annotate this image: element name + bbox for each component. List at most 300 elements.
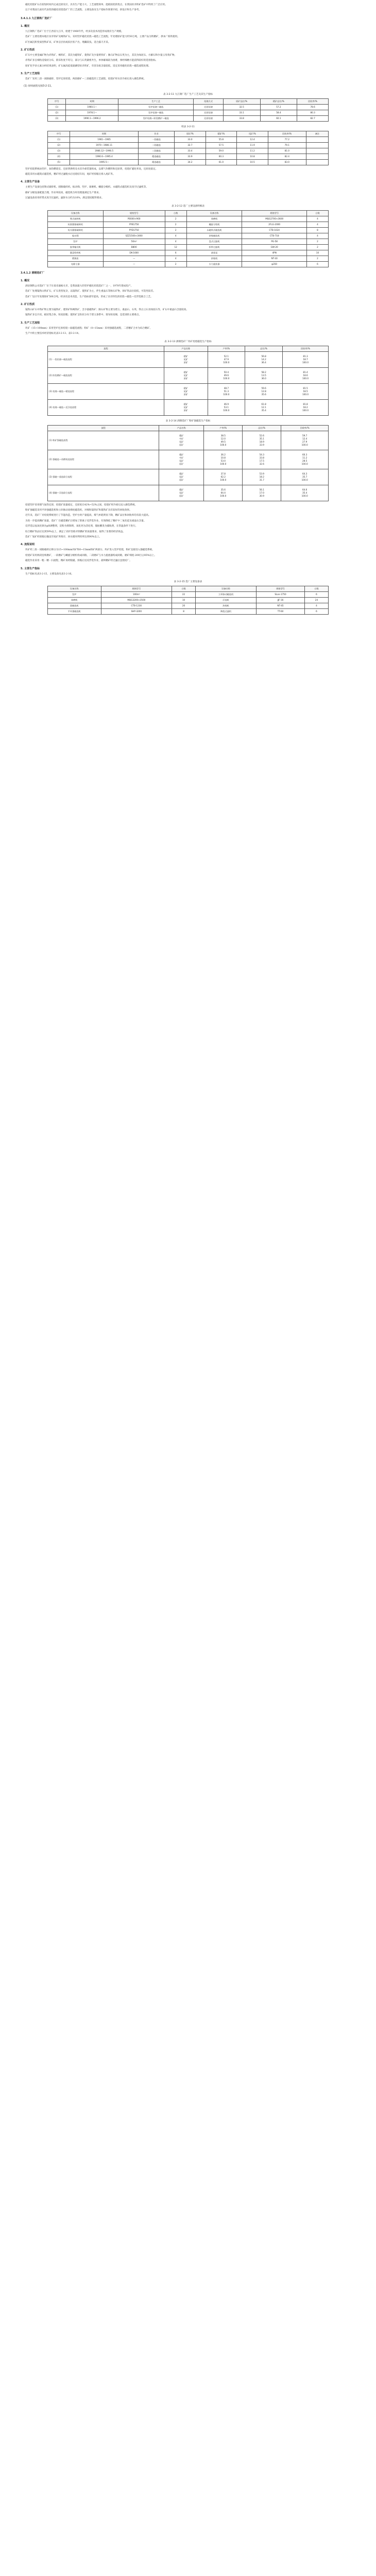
paragraph: 反浮选以氢氧化钠为pH调整剂，淀粉为抑制剂，氧化钙为活化剂，脂肪酸类为捕收剂，在常温条件下进行。 <box>25 525 138 528</box>
table-cell: 20 <box>172 603 196 609</box>
table-cell: (5) <box>48 159 70 165</box>
table-cell: (3) 焙烧—磁选—精选流程 <box>48 383 164 399</box>
table-cell: 盘式过滤机 <box>186 239 242 244</box>
paragraph: 选矿厂主要处理本地区贫赤铁矿及褐铁矿石，采用竖炉磁化焙烧—磁选工艺流程，年处理原矿能力约50万吨，主要产品为铁精矿，供本厂炼铁使用。 <box>25 36 180 39</box>
table-cell: 11.9 <box>237 142 268 148</box>
table-cell: 81.8 18.2 100.0 <box>283 399 329 415</box>
paragraph-group <box>21 167 355 177</box>
table-cell: 12.4 <box>237 137 268 142</box>
paragraph-group <box>21 548 355 563</box>
table-cell: 4 <box>306 222 328 227</box>
table-cell: 81.5 18.5 100.0 <box>283 383 329 399</box>
table-row <box>48 431 329 450</box>
subsection-heading: 4. 流程说明 <box>21 543 35 547</box>
paragraph: 生产中的主要技术经济指标见表3-2-13、表3-2-14。 <box>25 332 81 335</box>
paragraph: 综合精矿铁品位达到59%以上，满足了高炉冶炼对铁精矿的质量要求，取得了显著的经济效益。 <box>25 530 125 533</box>
paragraph-group <box>21 77 355 81</box>
table-cell: 还原焙烧 <box>194 115 224 121</box>
table-cell: 57.5 <box>206 142 237 148</box>
paragraph-group <box>21 572 355 577</box>
table-header-cell: 精矿品位/% <box>260 98 297 104</box>
table-header-cell: 设备名称 <box>196 586 257 592</box>
table-row <box>48 142 329 148</box>
table-cell: 48.7 51.3 100.0 <box>208 383 245 399</box>
table-cell: 短头圆锥破碎机 <box>48 227 104 233</box>
table-cell: 6 <box>304 592 328 598</box>
table-cell: 8 <box>306 227 328 233</box>
table-cell: 33.1 <box>223 110 260 115</box>
table-row <box>48 216 329 222</box>
table-cell: SZZ1500×3000 <box>103 233 165 239</box>
table-cell: φ350 <box>242 261 306 267</box>
paragraph: 酒泉钢铁公司选矿厂位于甘肃省嘉峪关市，是我国最大的竖炉磁化焙烧选矿厂之一，1970年建成投产。 <box>25 284 133 287</box>
table-cell: (4) 强磁—浮选联合流程 <box>48 485 159 501</box>
table-header-cell: 回收率/% <box>297 98 329 104</box>
table-row <box>48 239 329 244</box>
table-cell: CTB-1024 <box>242 227 306 233</box>
table-indices-lump <box>47 346 329 416</box>
table-row <box>48 351 329 367</box>
table-cell: 弱磁选机 <box>48 603 101 609</box>
paragraph-group <box>21 284 355 299</box>
subsection-heading: 1. 概况 <box>21 24 30 28</box>
table-cell: 球磨机 <box>186 216 242 222</box>
table-cell: 圆盘给料机 <box>48 250 104 256</box>
table-cell: 81.0 <box>268 148 306 154</box>
table-cell: 永磁筒式磁选机 <box>186 227 242 233</box>
table-caption: 表 3-2-11 九江钢厂选厂生产工艺及其生产指标 <box>163 93 213 96</box>
sub-heading: (1) 原则流程见图3-2-11。 <box>24 84 54 88</box>
table-cell: 12 <box>165 244 186 250</box>
table-cell: 1995.5— <box>70 159 139 165</box>
table-cell: 4PN <box>242 250 306 256</box>
subsection-heading: 1. 概况 <box>21 279 30 282</box>
table-header-cell: 原矿/% <box>175 131 206 137</box>
paragraph: 选矿厂采用三段一闭路破碎、竖炉还原焙烧、两段磨矿—三段磁选的工艺流程，焙烧矿经水淬冷却后进入磨选系统。 <box>25 78 146 81</box>
table-cell: 精矿 尾矿 原矿 <box>159 485 204 501</box>
table-cell: 陶瓷过滤机 <box>196 609 257 615</box>
table-cell: 水力旋流器 <box>186 261 242 267</box>
table-cell: 100m³ <box>101 592 172 598</box>
table-row <box>48 256 329 261</box>
subsection-heading: 2. 矿石性质 <box>21 48 35 52</box>
table-cell: 电除尘器 <box>48 261 104 267</box>
table-cell: 2 <box>306 256 328 261</box>
table-header-cell: 回收率/% <box>268 131 306 137</box>
table-cell: (1) <box>48 137 70 142</box>
paragraph: 磨矿分级设备配置合理，作业率较高，磁选机台时处理量满足生产要求。 <box>25 191 101 194</box>
table-cell: 4 <box>165 233 186 239</box>
table-cell: 59.6 12.8 35.6 <box>245 383 283 399</box>
table-row <box>48 383 329 399</box>
table-cell: 浓缩机 <box>196 603 257 609</box>
table-row <box>48 367 329 383</box>
table-cell: SLon-1750 <box>257 592 305 598</box>
subsection-heading: 3. 生产工艺流程 <box>21 72 40 76</box>
table-header-cell: 设备名称 <box>48 586 101 592</box>
table-cell: 50.4 49.6 100.0 <box>208 367 245 383</box>
table-cell: 1986.12—1990.5 <box>70 148 139 154</box>
table-cell: 46.9 53.1 100.0 <box>208 399 245 415</box>
table-row <box>48 159 329 165</box>
table-cell: 10.8 <box>237 154 268 159</box>
table-header-cell: 台数 <box>165 210 186 216</box>
table-header-cell: 原矿品位/% <box>223 98 260 104</box>
table-cell: — <box>103 256 165 261</box>
table-cell: 折带过滤机 <box>186 244 242 250</box>
table-caption: 表 3-2-14 酒钢选矿厂粉矿强磁选生产指标 <box>165 419 211 422</box>
paragraph: 选矿厂处理镜铁山铁矿石，矿石类型复杂，以镜铁矿、菱铁矿为主，伴生重晶石等脉石矿物，原矿铁品位较低，可选性较差。 <box>25 290 156 293</box>
table-header-cell: 作业 <box>138 131 174 137</box>
table-cell: (2) <box>48 142 70 148</box>
table-header-cell: 台数 <box>304 586 328 592</box>
table-cell: 精矿 尾矿 原矿 <box>164 351 208 367</box>
table-cell: 60.3 <box>206 154 237 159</box>
table-header-cell: 焙烧方式 <box>194 98 224 104</box>
table-caption: 表 3-2-15 选厂主要设备表 <box>174 581 202 583</box>
paragraph: 镜铁山矿石中铁矿物主要为镜铁矿、菱铁矿和褐铁矿，含少量磁铁矿；脉石矿物主要为碧玉、重晶石、石英、铁白云石及绿泥石等，矿石中重晶石含量较高。 <box>25 308 189 311</box>
table-cell: MQG2700×3600 <box>242 216 306 222</box>
table-cell <box>306 142 328 148</box>
table-process-1-continued <box>47 131 329 165</box>
table-cell: 振动筛 <box>48 233 104 239</box>
table-cell: 2 <box>306 244 328 250</box>
table-cell: 螺旋分级机 <box>186 222 242 227</box>
table-header-cell: 流程 <box>48 425 159 431</box>
table-cell: 6 <box>306 261 328 267</box>
table-cell: 竖炉焙烧—磁选 <box>118 110 194 115</box>
table-cell: 1970—1986.11 <box>70 142 139 148</box>
table-row <box>48 399 329 415</box>
table-row <box>48 250 329 256</box>
paragraph: 粉矿强磁选采用平环强磁选机和立环脉动高梯度磁选机，对细粒镜铁矿和菱铁矿具有较好的回收效果。 <box>25 509 132 512</box>
paragraph: 矿区属沉积变质型铁矿床，矿体呈层状或似层状产出，埋藏较浅，适合露天开采。 <box>25 41 111 44</box>
table-cell: (2) 强磁选—再磨再选流程 <box>48 450 159 469</box>
table-cell: 24 <box>304 598 328 603</box>
section-heading: 3.4.1.1 九江钢铁厂选矿厂 <box>21 16 53 20</box>
table-cell: — <box>103 261 165 267</box>
table-cell: 53.9 18.2 31.7 <box>243 469 281 485</box>
table-cell: 4 <box>165 239 186 244</box>
table-cell: 61.8 12.1 35.4 <box>245 399 283 415</box>
table-header-cell: 序号 <box>48 98 66 104</box>
table-cell: 32.5 <box>223 104 260 110</box>
table-cell: 38.5 12.0 49.5 100.0 <box>204 431 243 450</box>
table-cell: 2 <box>165 227 186 233</box>
table-cell: 82.4 <box>268 154 306 159</box>
table-row <box>48 603 329 609</box>
table-cell: (1) 粉矿强磁选流程 <box>48 431 159 450</box>
table-header-cell: 规格型号 <box>242 210 306 216</box>
table-caption: 表 3-2-13 酒钢选矿厂块矿焙烧磁选生产指标 <box>164 340 212 343</box>
table-cell: 三段磁选 <box>138 148 174 154</box>
table-row <box>48 233 329 239</box>
table-cell: 1961—1965 <box>70 137 139 142</box>
table-cell: 1990.1—1996.2 <box>66 115 118 121</box>
table-cell: 4 <box>306 216 328 222</box>
table-cell: PG-58 <box>242 239 306 244</box>
subsection-heading: 5. 主要生产指标 <box>21 567 40 570</box>
paragraph-group <box>21 327 355 336</box>
paragraph: 过滤设备采用折带式真空过滤机，滤饼水分约为10%，满足烧结配料要求。 <box>25 197 104 200</box>
table-cell: 8 <box>172 609 196 615</box>
table-row <box>48 450 329 469</box>
table-cell: 还原焙烧 <box>194 104 224 110</box>
table-row <box>48 469 329 485</box>
table-header-cell: 产品名称 <box>159 425 204 431</box>
table-cell: CTB-1230 <box>101 603 172 609</box>
table-cell: 精选磁选 <box>138 154 174 159</box>
table-cell: 81.4 18.6 100.0 <box>283 367 329 383</box>
table-row <box>48 110 329 115</box>
paragraph: 赤铁矿多呈细粒浸染状分布，嵌布粒度不均匀，部分与石英紧密共生，单体解离较为困难，须经细磨方能获得较好的选别指标。 <box>25 59 158 62</box>
table-header-cell: 序号 <box>48 131 70 137</box>
table-header-cell: 尾矿/% <box>237 131 268 137</box>
table-cell: 64.6 35.4 100.0 <box>281 485 329 501</box>
table-indices-fines <box>47 425 329 501</box>
paragraph: 矿石中主要金属矿物为赤铁矿、褐铁矿，其次为磁铁矿、菱铁矿及少量黄铁矿；脉石矿物以石英为主，其次为绿泥石、方解石和少量云母类矿物。 <box>25 54 177 57</box>
table-cell: 56.1 17.0 30.9 <box>243 485 281 501</box>
table-cell: 37.8 62.2 100.0 <box>204 469 243 485</box>
table-cell: 竖炉 <box>48 239 104 244</box>
table-cell: 59.0 <box>206 148 237 154</box>
table-cell: 颚式破碎机 <box>48 216 104 222</box>
table-cell: 34.2 <box>175 159 206 165</box>
paragraph: 近年来，选矿厂对焙烧系统进行了节能改造，竖炉台时产量提高，煤气单耗明显下降，精矿品位和回收率均有较大提高。 <box>25 514 151 517</box>
subsection-heading: 4. 主要生产设备 <box>21 180 40 184</box>
table-cell: 57.2 <box>260 104 297 110</box>
table-cell: (3) <box>48 148 70 154</box>
table-row <box>48 137 329 142</box>
table-row <box>48 227 329 233</box>
paragraph: 磁选作业采用一粗一精一扫流程，精矿再经脱磁、浓缩后送反浮选作业，最终精矿经过滤后送烧结厂。 <box>25 560 132 563</box>
table-cell: 燃烧室 <box>48 256 104 261</box>
table-row <box>48 222 329 227</box>
paragraph: 块矿经三段一闭路破碎后筛分为15~100mm块矿和0~15mm粉矿两部分，块矿进入竖炉焙烧，粉矿直接进入强磁选系统。 <box>25 549 155 552</box>
paragraph: 焙烧矿采用两段连续磨矿，一段磨矿与螺旋分级机构成闭路，二段磨矿与水力旋流器构成闭路，磨矿细度-200目占85%以上。 <box>25 554 157 557</box>
table-cell: 2 <box>306 239 328 244</box>
table-cell: 33.0 <box>175 137 206 142</box>
table-cell: 59.7 12.4 27.9 100.0 <box>281 431 329 450</box>
table-cell: NT-30 <box>242 256 306 261</box>
table-cell: 4 <box>165 256 186 261</box>
table-cell: NT-45 <box>257 603 305 609</box>
table-header-cell: 时期 <box>70 131 139 137</box>
table-header-cell: 产率/% <box>204 425 243 431</box>
table-header-cell: 台数 <box>172 586 196 592</box>
table-cell: TT-60 <box>257 609 305 615</box>
paragraph-group <box>21 30 355 45</box>
table-cell: 58.4 <box>260 110 297 115</box>
table-row <box>48 115 329 121</box>
table-cell: 平环强磁选机 <box>48 609 101 615</box>
table-cell: 精矿 尾矿 原矿 <box>164 399 208 415</box>
paragraph: 竖炉焙烧系统由竖炉、加热燃烧室、还原剂供给及水淬冷却装置组成，以煤气作燃料和还原剂，焙烧矿磁化率高，还原度稳定。 <box>25 167 158 171</box>
table-cell: 33.8 <box>223 115 260 121</box>
table-cell: 32.7 <box>175 142 206 148</box>
table-cell: 标准圆锥破碎机 <box>48 222 104 227</box>
table-cell: (3) <box>48 115 66 121</box>
table-cell <box>306 159 328 165</box>
paragraph: 九江钢铁厂选矿厂位于江西省九江市，始建于1960年代，经多次技术改造形成现有生产规模。 <box>25 30 124 33</box>
table-cell: PYB1750 <box>103 222 165 227</box>
table-cell: 54.3 33.8 17.5 32.6 <box>243 450 281 469</box>
table-cell: 一段磁选 <box>138 137 174 142</box>
table-cell: 竖炉焙烧—磁选 <box>118 104 194 110</box>
table-cell: (2) 阶段磨矿—磁选流程 <box>48 367 164 383</box>
table-cell: PE600×900 <box>103 216 165 222</box>
paragraph: 为进一步提高精矿质量，选矿厂在磁选精矿后增加了阴离子反浮选作业，有效降低了精矿中二氧化硅及重晶石含量。 <box>25 519 146 522</box>
paragraph: 原矿化学多元素分析结果表明，矿石属高硅低硫磷型贫赤铁矿，有害杂质含量较低，适宜采用磁化焙烧—磁选流程处理。 <box>25 64 151 67</box>
table-cell: 79.1 <box>268 142 306 148</box>
table-cell: 精矿 尾矿 原矿 <box>164 383 208 399</box>
paragraph: 镜铁矿多呈片状、板状集合体，粒度较粗；菱铁矿呈粒状分布于碧玉条带中，嵌布粒度细，是选别的主要难点。 <box>25 314 142 317</box>
paragraph-group <box>21 54 355 69</box>
table-header-cell: 流程 <box>48 346 164 351</box>
table-cell: 还原焙烧 <box>194 110 224 115</box>
table-cell: 1978.1— <box>66 110 118 115</box>
table-continued-label: 续表 3-2-11 <box>181 125 195 128</box>
table-row <box>48 598 329 603</box>
table-cell: 胶带输送机 <box>48 244 104 250</box>
table-cell: 球磨机 <box>48 598 101 603</box>
table-cell: MQG3200×3500 <box>101 598 172 603</box>
table-caption: 表 3-2-12 选厂主要设备明细表 <box>172 205 204 208</box>
table-cell: 77.2 <box>268 137 306 142</box>
table-cell: 60.3 11.2 28.5 100.0 <box>281 450 329 469</box>
table-row <box>48 244 329 250</box>
table-cell: 78.6 <box>297 104 329 110</box>
table-cell: 2FLG-2000 <box>242 222 306 227</box>
table-cell: JJF-16 <box>257 598 305 603</box>
table-header-cell: 时期 <box>66 98 118 104</box>
table-header-cell: 精矿/% <box>206 131 237 137</box>
paragraph: 块矿（15~100mm）采用竖炉还原焙烧—弱磁选流程；粉矿（0~15mm）采用强磁选流程，二者精矿合并为综合精矿。 <box>25 327 152 330</box>
table-cell: 竖炉 <box>48 592 101 598</box>
table-cell: GW-20 <box>242 244 306 250</box>
table-header-cell: 设备名称 <box>48 210 104 216</box>
table-header-cell: 产品名称 <box>164 346 208 351</box>
table-cell: CTB-718 <box>242 233 306 239</box>
table-cell: 4 <box>304 603 328 609</box>
table-header-cell: 生产工艺 <box>118 98 194 104</box>
table-cell: 56.8 14.2 36.4 <box>245 351 283 367</box>
table-header-cell: 备注 <box>306 131 328 137</box>
table-cell: 52.1 47.9 100.0 <box>208 351 245 367</box>
table-cell: (1) <box>48 104 66 110</box>
table-cell: 58.2 13.5 36.0 <box>245 367 283 383</box>
table-cell: 浮选机 <box>196 598 257 603</box>
paragraph: 焙烧竖炉采用煤气加热还原，焙烧矿质量稳定，还原度在42%~52%之间，焙烧矿经冷却后送入磨选系统。 <box>25 503 138 506</box>
table-cell: 82.7 <box>297 115 329 121</box>
table-cell: 60.1 <box>260 115 297 121</box>
table-cell: 立环脉动磁选机 <box>196 592 257 598</box>
table-cell: DK-1600 <box>103 250 165 256</box>
table-cell: 渣浆泵 <box>186 250 242 256</box>
table-row <box>48 104 329 110</box>
document-body <box>0 0 376 615</box>
table-cell: 33.4 <box>175 148 206 154</box>
table-cell: 1960.1— <box>66 104 118 110</box>
table-cell: B800 <box>103 244 165 250</box>
section-heading: 3.4.1.2 酒钢选矿厂 <box>21 271 45 275</box>
table-cell: 精选磁选 <box>138 159 174 165</box>
table-header-cell: 产率/% <box>208 346 245 351</box>
table-cell: 55.8 <box>206 137 237 142</box>
table-row <box>48 609 329 615</box>
table-header-cell: 品位/% <box>243 425 281 431</box>
paragraph-group <box>21 185 355 200</box>
table-cell: 35.6 64.4 100.0 <box>204 485 243 501</box>
table-cell: 64.3 35.7 100.0 <box>281 469 329 485</box>
table-cell <box>306 154 328 159</box>
intro <box>21 3 355 13</box>
table-cell <box>306 148 328 154</box>
paragraph: 选矿厂设计年处理原矿500万吨，经多次技术改造，生产指标逐年提高，形成了具有特色的焙烧—磁选—反浮选联合工艺。 <box>25 295 153 298</box>
table-cell: 浓缩机 <box>186 256 242 261</box>
paragraph-group <box>21 503 355 540</box>
table-cell: 2 <box>165 216 186 222</box>
table-row <box>48 148 329 154</box>
paragraph: 以下对我国几座有代表性的磁化焙烧选矿厂的工艺流程、主要设备及生产指标作简要介绍，供设计和生产参考。 <box>25 9 142 12</box>
table-cell: 精矿 中矿 尾矿 原矿 <box>159 431 204 450</box>
table-header-cell: 品位/% <box>245 346 283 351</box>
subsection-heading: 2. 矿石性质 <box>21 302 35 306</box>
table-cell: 竖炉焙烧—阶段磨矿—磁选 <box>118 115 194 121</box>
table-cell: 10 <box>306 250 328 256</box>
table-header-cell: 设备名称 <box>186 210 242 216</box>
table-equipment-1 <box>47 210 329 267</box>
table-cell: 36.2 10.8 53.0 100.0 <box>204 450 243 469</box>
table-row <box>48 154 329 159</box>
table-cell: 52.6 35.1 18.9 33.9 <box>243 431 281 450</box>
table-cell: 80.3 <box>297 110 329 115</box>
table-cell: 6 <box>304 609 328 615</box>
table-cell: 10.5 <box>237 159 268 165</box>
table-cell <box>306 137 328 142</box>
table-cell: (4) 焙烧—磁选—反浮选流程 <box>48 399 164 415</box>
table-cell: 10 <box>172 598 196 603</box>
table-cell: 浓缩磁选机 <box>186 233 242 239</box>
table-cell: 二段磁选 <box>138 142 174 148</box>
table-cell: 精矿 尾矿 原矿 <box>164 367 208 383</box>
table-cell: 50m³ <box>103 239 165 244</box>
table-cell: 2 <box>165 261 186 267</box>
paragraph: 主要生产设备包括颚式破碎机、圆锥破碎机、振动筛、竖炉、球磨机、螺旋分级机、永磁筒式磁选机及真空过滤机等。 <box>25 186 148 189</box>
table-cell: 83.0 <box>268 159 306 165</box>
table-cell: PYD1750 <box>103 227 165 233</box>
paragraph: 磁选采用永磁筒式磁选机，精矿经过滤脱水后送烧结车间，尾矿经浓缩后排入尾矿库。 <box>25 173 115 176</box>
table-cell: 11.2 <box>237 148 268 154</box>
subsection-heading: 3. 生产工艺流程 <box>21 321 40 325</box>
table-header-cell: 台数 <box>306 210 328 216</box>
table-cell: (4) <box>48 154 70 159</box>
table-cell: (2) <box>48 110 66 115</box>
table-header-cell: 规格型号 <box>103 210 165 216</box>
table-row <box>48 592 329 598</box>
table-header-cell: 规格型号 <box>101 586 172 592</box>
table-equipment-2 <box>47 586 329 615</box>
table-header-cell: 回收率/% <box>281 425 329 431</box>
table-row <box>48 261 329 267</box>
paragraph: 生产指标见表3-2-15，主要设备见表3-2-16。 <box>25 572 74 575</box>
table-cell: 1990.6—1995.4 <box>70 154 139 159</box>
table-cell: 2 <box>165 222 186 227</box>
paragraph: 磁化焙烧矿石在较短时间内完成还原反应，具有生产能力大、工艺流程简单、能耗较低的优点，在我国贫赤铁矿选矿中得到了广泛应用。 <box>25 4 167 6</box>
table-cell: (1) 一段焙烧—磁选流程 <box>48 351 164 367</box>
table-cell: (3) 强磁—重选联合流程 <box>48 469 159 485</box>
table-process-1 <box>47 98 329 122</box>
